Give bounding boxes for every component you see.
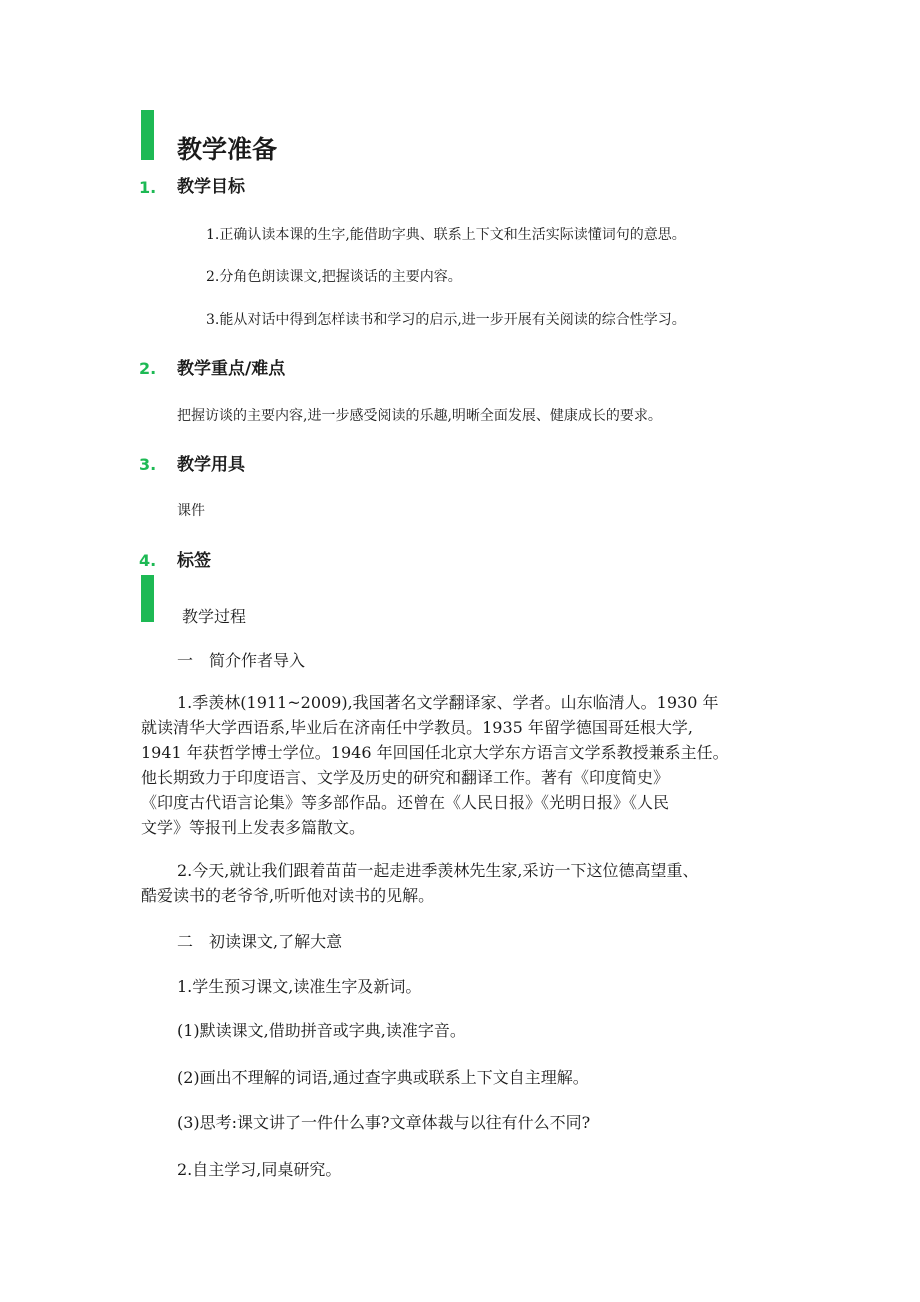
process-title: 教学过程	[182, 607, 247, 626]
section-accent-bar	[141, 575, 154, 622]
section-number: 4.	[139, 551, 157, 570]
paragraph-line: 他长期致力于印度语言、文学及历史的研究和翻译工作。著有《印度简史》	[141, 768, 670, 787]
part2-heading: 二 初读课文,了解大意	[177, 932, 343, 951]
section-number: 3.	[139, 455, 157, 474]
reading-step: (2)画出不理解的词语,通过查字典或联系上下文自主理解。	[177, 1068, 589, 1087]
tools-text: 课件	[177, 503, 205, 519]
reading-step: (1)默读课文,借助拼音或字典,读准字音。	[177, 1021, 466, 1040]
paragraph-line: 1941 年获哲学博士学位。1946 年回国任北京大学东方语言文学系教授兼系主任。	[141, 743, 729, 762]
part1-heading: 一 简介作者导入	[177, 651, 306, 670]
paragraph-line: 酷爱读书的老爷爷,听听他对读书的见解。	[141, 886, 435, 905]
section-heading-key-points: 教学重点/难点	[177, 359, 286, 379]
reading-step: (3)思考:课文讲了一件什么事?文章体裁与以往有什么不同?	[177, 1113, 591, 1132]
paragraph-line: 文学》等报刊上发表多篇散文。	[141, 818, 366, 837]
intro-transition-paragraph	[141, 858, 801, 908]
section-heading-tags: 标签	[177, 551, 211, 571]
author-intro-paragraph	[141, 690, 801, 840]
paragraph-line: 2.今天,就让我们跟着苗苗一起走进季羡林先生家,采访一下这位德高望重、	[177, 861, 699, 880]
section-accent-bar	[141, 110, 154, 160]
section-number: 2.	[139, 359, 157, 378]
goal-item: 3.能从对话中得到怎样读书和学习的启示,进一步开展有关阅读的综合性学习。	[206, 312, 686, 328]
page-title: 教学准备	[177, 135, 278, 164]
reading-step: 1.学生预习课文,读准生字及新词。	[177, 977, 422, 996]
goal-item: 2.分角色朗读课文,把握谈话的主要内容。	[206, 269, 462, 285]
section-heading-tools: 教学用具	[177, 455, 245, 475]
goal-item: 1.正确认读本课的生字,能借助字典、联系上下文和生活实际读懂词句的意思。	[206, 227, 686, 243]
key-points-text: 把握访谈的主要内容,进一步感受阅读的乐趣,明晰全面发展、健康成长的要求。	[177, 408, 662, 424]
reading-step: 2.自主学习,同桌研究。	[177, 1160, 342, 1179]
paragraph-line: 就读清华大学西语系,毕业后在济南任中学教员。1935 年留学德国哥廷根大学,	[141, 718, 693, 737]
paragraph-line: 《印度古代语言论集》等多部作品。还曾在《人民日报》《光明日报》《人民	[141, 793, 670, 812]
section-heading-goals: 教学目标	[177, 177, 245, 197]
paragraph-line: 1.季羡林(1911~2009),我国著名文学翻译家、学者。山东临清人。1930 年	[177, 693, 719, 712]
section-number: 1.	[139, 178, 157, 197]
